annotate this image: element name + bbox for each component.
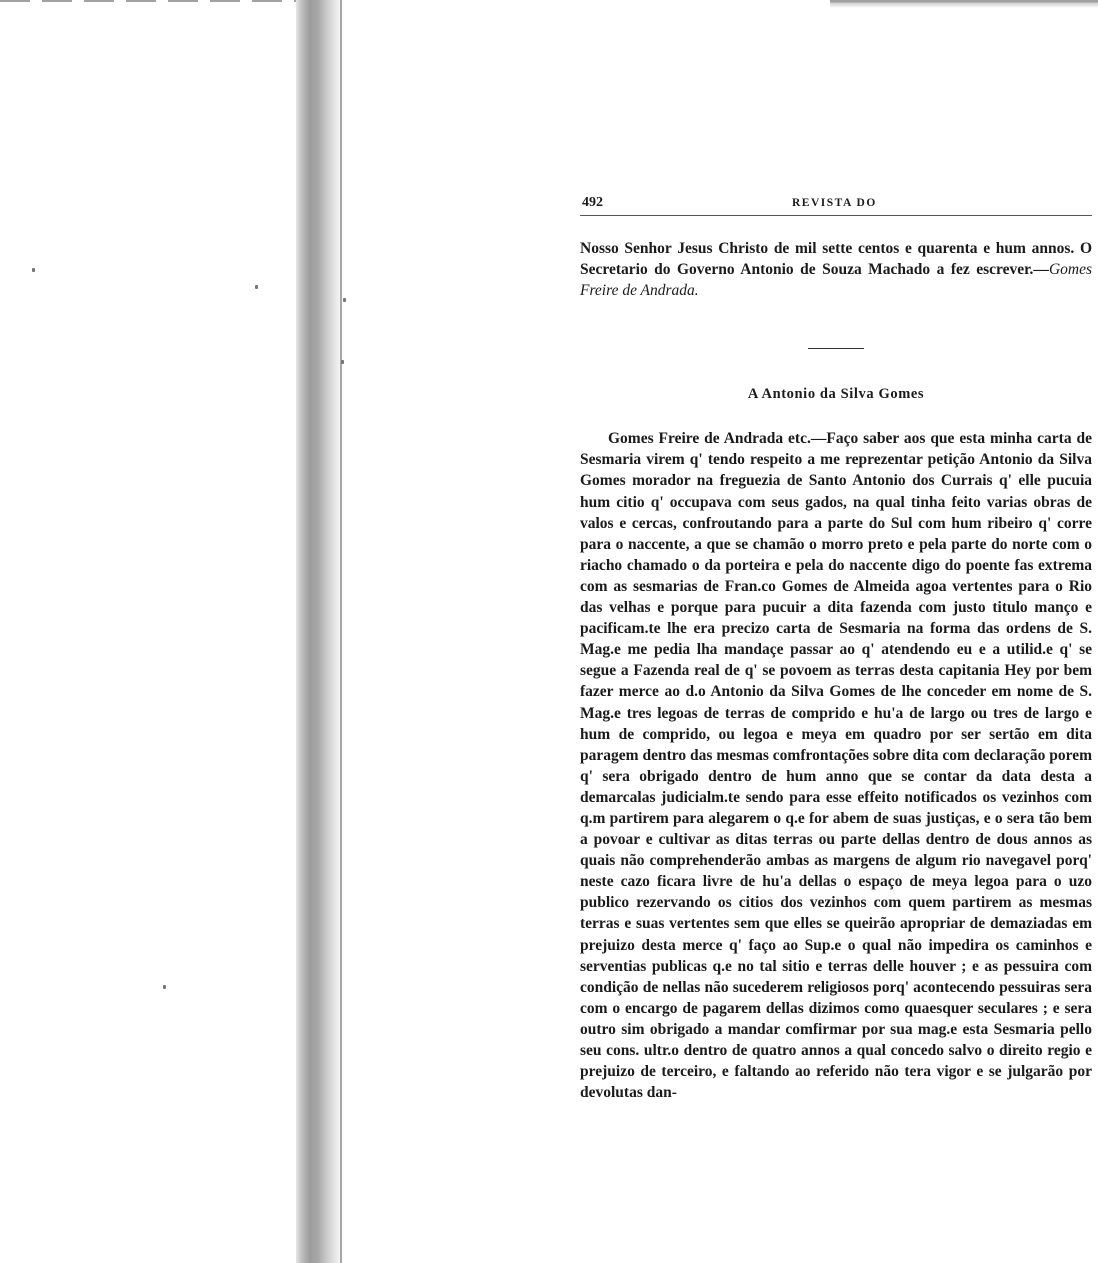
page-fold-line (340, 0, 342, 1263)
opening-paragraph (580, 238, 1092, 301)
scan-speck (32, 268, 35, 272)
scan-speck (343, 298, 346, 302)
scan-speck (255, 285, 258, 289)
book-page (580, 195, 1092, 1103)
signature: Gomes Freire de Andrada. (580, 261, 1092, 300)
scan-top-smudge (830, 0, 1098, 10)
section-title: A Antonio da Silva Gomes (747, 386, 925, 403)
running-head: REVISTA DO (792, 197, 877, 209)
scan-speck (341, 360, 344, 364)
scan-speck (163, 985, 166, 989)
opening-text: Nosso Senhor Jesus Christo de mil sette centos e quarenta e hum annos. O Secretario do Governo Antonio de Souza Machado a fez escrever.— (580, 240, 1092, 279)
scan-top-edge (0, 0, 330, 2)
page-number: 492 (582, 195, 603, 210)
page-header (580, 195, 1092, 216)
section-separator (808, 348, 864, 349)
section-body: Gomes Freire de Andrada etc.—Faço saber aos que esta minha carta de Sesmaria virem q' tendo respeito a me reprezentar petição Antonio da Silva Gomes morador na freguezia de Santo Antonio dos Currais q' elle pucuia hum citio q' occupava com seus gados, na qual tinha feito varias obras de valos e cercas, confroutando para a parte do Sul com hum ribeiro q' corre para o naccente, a que se chamão o morro preto e pela parte do norte com o riacho chamado o da porteira e pela do naccente digo do poente fas extrema com as sesmarias de Fran.co Gomes de Almeida agoa vertentes para o Rio das velhas e porque para pucuir a dita fazenda com justo titulo manço e pacificam.te lhe era precizo carta de Sesmaria na forma das ordens de S. Mag.e me pedia lha mandaçe passar ao q' atendendo eu e a utilid.e q' se segue a Fazenda real de q' se povoem as terras desta capitania Hey por bem fazer merce ao d.o Antonio da Silva Gomes de lhe conceder em nome de S. Mag.e tres legoas de terras de comprido e hu'a de largo ou tres de largo e hum de comprido, ou legoa e meya em quadro por ser sertão em dita paragem dentro das mesmas comfrontações sobre dita com declaração porem q' sera obrigado dentro de hum anno que se contar da data desta a demarcalas judicialm.te sendo para esse effeito notificados os vezinhos com q.m partirem para alegarem o q.e for abem de suas justiças, e o sera tão bem a povoar e cultivar as ditas terras ou parte dellas dentro de dous annos as quais não comprehenderão ambas as margens de algum rio navegavel porq' neste cazo ficara livre de hu'a dellas o espaço de meya legoa para o uzo publico rezervando os citios dos vezinhos com quem partirem as mesmas terras e suas vertentes sem que elles se queirão apropriar de demaziadas em prejuizo desta merce q' faço ao Sup.e o qual não impedira os caminhos e serventias publicas q.e no tal sitio e terras delle houver ; e as pessuira com condição de nellas não sucederem religiosos porq' acontecendo pessuiras sera com o encargo de pagarem dellas dizimos como quaesquer seculares ; e sera outro sim obrigado a mandar comfirmar por sua mag.e esta Sesmaria pello seu cons. ultr.o dentro de quatro annos a qual concedo salvo o direito regio e prejuizo de terceiro, e faltando ao referido não tera vigor e se julgarão por devolutas dan- (580, 430, 1092, 1102)
page-gutter-shadow (296, 0, 344, 1263)
